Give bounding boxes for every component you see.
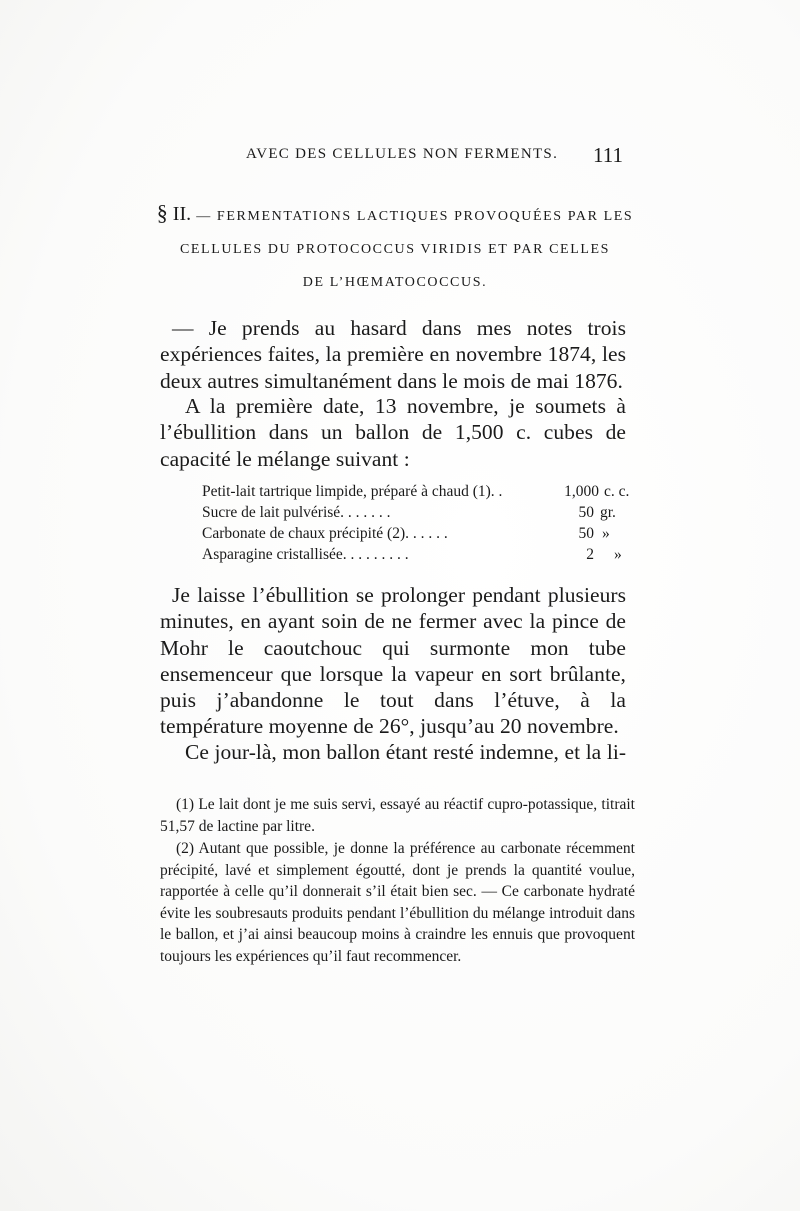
paragraph-2: A la première date, 13 novembre, je soumets à l’ébullition dans un ballon de 1,500 c. cubes de capacité le mélange suivant : bbox=[160, 394, 626, 471]
paragraph-3: Je laisse l’ébullition se prolonger pendant plusieurs minutes, en ayant soin de ne fermer avec la pince de Mohr le caoutchouc qui surmonte mon tube ensemenceur que lorsque la vapeur en sort brûlante, puis j’abandonne le tout dans l’étuve, à la température moyenne de 26°, jusqu’au 20 novembre. bbox=[160, 583, 626, 739]
recipe-quantity: 50 bbox=[578, 504, 594, 521]
recipe-quantity: 50 bbox=[578, 525, 594, 542]
footnote-1: (1) Le lait dont je me suis servi, essayé au réactif cupro-potassique, titrait 51,57 de lactine par litre. bbox=[160, 796, 635, 835]
recipe-unit: » bbox=[614, 546, 622, 563]
recipe-unit: c. c. bbox=[604, 483, 630, 500]
section-title-line-1: — FERMENTATIONS LACTIQUES PROVOQUÉES PAR LES bbox=[196, 209, 634, 224]
recipe-row bbox=[202, 481, 632, 502]
paragraph-4: Ce jour-là, mon ballon étant resté indemne, et la li- bbox=[185, 740, 626, 764]
section-title-line-2: CELLULES DU PROTOCOCCUS VIRIDIS ET PAR CELLES bbox=[179, 242, 611, 257]
running-title: AVEC DES CELLULES NON FERMENTS. bbox=[246, 146, 559, 162]
section-heading-line-1 bbox=[150, 196, 640, 233]
recipe-ingredient: Sucre de lait pulvérisé. . . . . . . bbox=[202, 504, 391, 521]
paragraph-1: — Je prends au hasard dans mes notes trois expériences faites, la première en novembre 1874, les deux autres simultanément dans le mois de mai 1876. bbox=[160, 316, 626, 393]
section-title-line-3: DE L’HŒMATOCOCCUS. bbox=[302, 275, 488, 290]
recipe-unit: gr. bbox=[600, 504, 616, 521]
running-header bbox=[0, 143, 800, 170]
footnote-2: (2) Autant que possible, je donne la préférence au carbonate récemment précipité, lavé et simplement égoutté, dont je prends la quantité voulue, rapportée à celle qu’il donnerait s’il était bien sec. — Ce carbonate hydraté évite les soubresauts produits pendant l’ébullition du mélange introduit dans le ballon, et j’ai ainsi beaucoup moins à craindre les ennuis que provoquent toujours les expériences qu’il faut recommencer. bbox=[160, 840, 635, 965]
recipe-ingredient: Carbonate de chaux précipité (2). . . . . . bbox=[202, 525, 448, 542]
recipe-ingredient: Asparagine cristallisée. . . . . . . . . bbox=[202, 546, 409, 563]
recipe-quantity: 1,000 bbox=[564, 483, 599, 500]
recipe-row bbox=[202, 523, 632, 544]
recipe-row bbox=[202, 544, 632, 565]
recipe-quantity: 2 bbox=[586, 546, 594, 563]
recipe-row bbox=[202, 502, 632, 523]
recipe-unit: » bbox=[602, 525, 610, 542]
section-heading bbox=[150, 196, 640, 299]
section-number: II. bbox=[172, 203, 192, 225]
recipe-list bbox=[202, 481, 632, 565]
page-number: 111 bbox=[593, 143, 623, 167]
recipe-ingredient: Petit-lait tartrique limpide, préparé à chaud (1). . bbox=[202, 483, 503, 500]
section-mark: § bbox=[156, 200, 168, 225]
